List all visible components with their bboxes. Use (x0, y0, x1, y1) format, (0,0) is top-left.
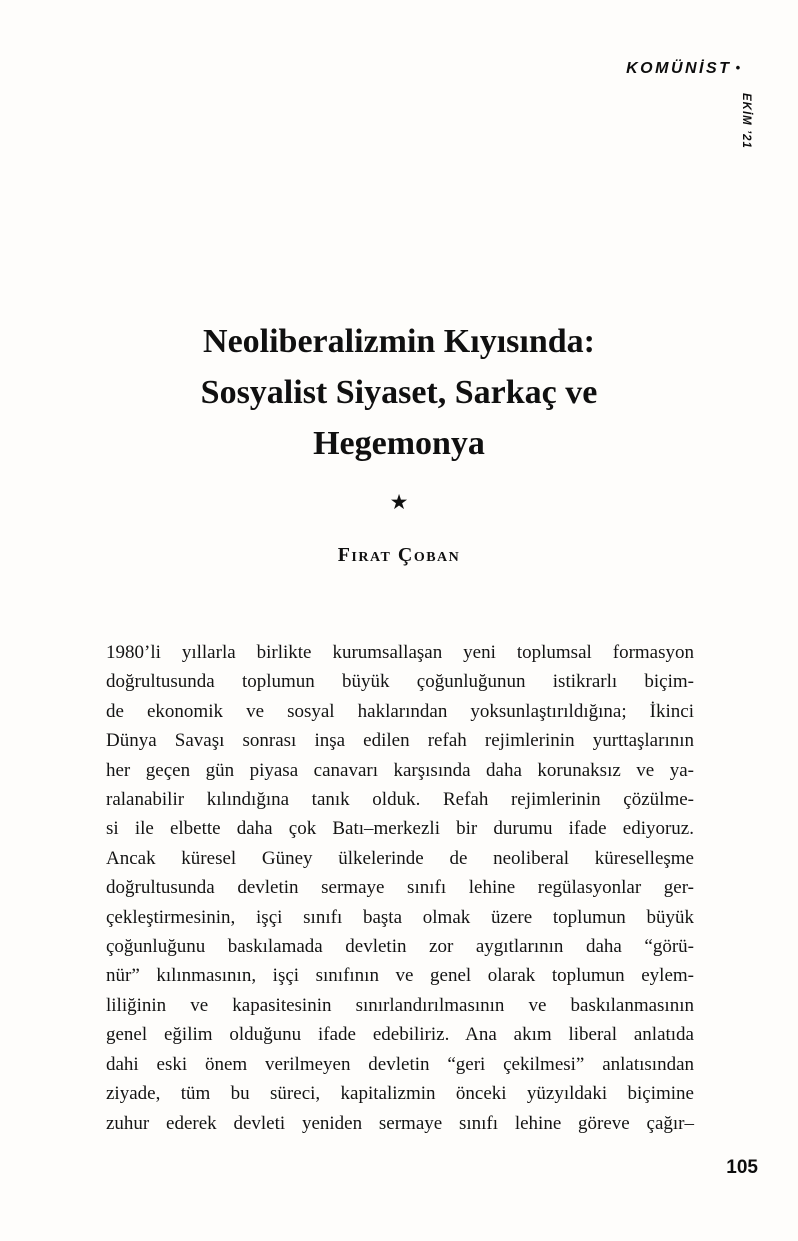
body-text-line: Dünya Savaşı sonrası inşa edilen refah rejimlerinin yurttaşlarının (106, 730, 694, 752)
body-text-line: genel eğilim olduğunu ifade edebiliriz. Ana akım liberal anlatıda (106, 1024, 694, 1046)
body-text-line: si ile elbette daha çok Batı–merkezli bir durumu ifade ediyoruz. (106, 818, 694, 840)
body-text-line: çoğunluğunu baskılamada devletin zor aygıtlarının daha “görü- (106, 936, 694, 958)
body-text-line: doğrultusunda toplumun büyük çoğunluğunun istikrarlı biçim- (106, 671, 694, 693)
body-text-line: ziyade, tüm bu süreci, kapitalizmin önceki yüzyıldaki biçimine (106, 1083, 694, 1105)
masthead-bullet-icon: • (735, 60, 740, 75)
article-title-line: Neoliberalizmin Kıyısında: (203, 323, 595, 360)
article-title-line: Sosyalist Siyaset, Sarkaç ve (200, 374, 598, 411)
body-text-line: de ekonomik ve sosyal haklarından yoksunlaştırıldığına; İkinci (106, 700, 694, 722)
body-text-line: çekleştirmesinin, işçi sınıfı başta olmak üzere toplumun büyük (106, 906, 694, 928)
body-text-line: 1980’li yıllarla birlikte kurumsallaşan yeni toplumsal formasyon (106, 642, 694, 663)
article-title (0, 316, 798, 469)
masthead (626, 60, 740, 78)
body-text-line: nür” kılınmasının, işçi sınıfının ve genel olarak toplumun eylem- (106, 965, 694, 987)
article-title-line: Hegemonya (313, 425, 485, 462)
page-number: 105 (726, 1157, 758, 1178)
body-text-line: ralanabilir kılındığına tanık olduk. Refah rejimlerinin çözülme- (106, 789, 694, 811)
body-text-line: zuhur ederek devleti yeniden sermaye sınıfı lehine göreve çağır– (106, 1112, 694, 1134)
body-text (106, 638, 694, 1138)
body-text-line: her geçen gün piyasa canavarı karşısında daha korunaksız ve ya- (106, 759, 694, 781)
body-text-line: Ancak küresel Güney ülkelerinde de neoliberal küreselleşme (106, 847, 694, 869)
journal-title: KOMÜNİST (626, 60, 732, 77)
body-text-line: doğrultusunda devletin sermaye sınıfı lehine regülasyonlar ger- (106, 877, 694, 899)
body-text-line: dahi eski önem verilmeyen devletin “geri çekilmesi” anlatısından (106, 1053, 694, 1075)
author-name: Fırat Çoban (337, 544, 461, 566)
issue-date-vertical: EKİM ’21 (740, 93, 752, 149)
star-ornament-icon: ★ (389, 490, 409, 514)
body-text-line: liliğinin ve kapasitesinin sınırlandırılmasının ve baskılanmasının (106, 994, 694, 1016)
